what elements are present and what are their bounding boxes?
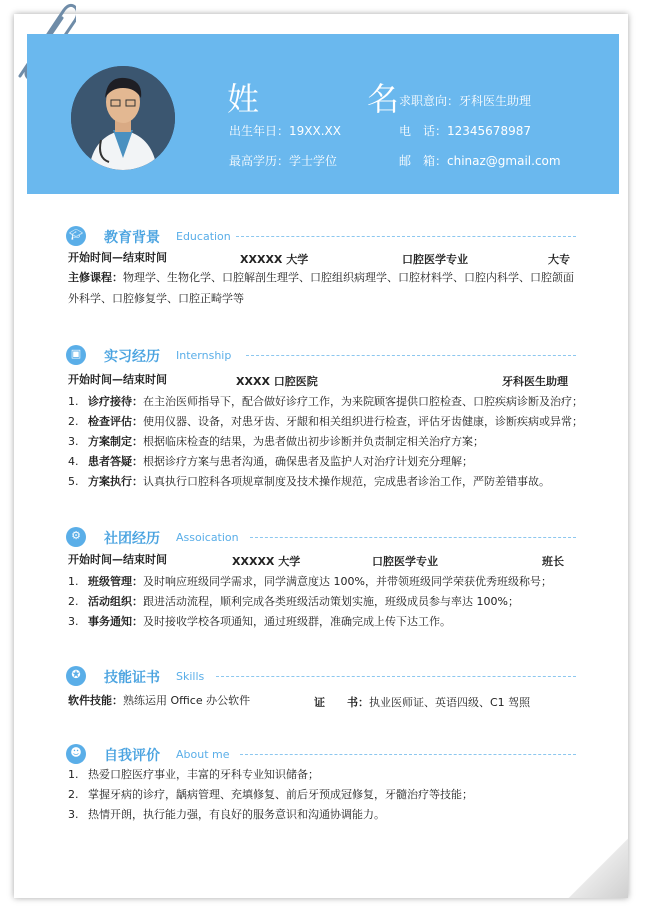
internship-role: 牙科医生助理 [502, 375, 568, 388]
education-time: 开始时间—结束时间 [68, 251, 167, 264]
birth-date: 出生年日：19XX.XX [229, 124, 341, 138]
gear-icon: ⚙ [66, 527, 86, 547]
list-item: 2. 掌握牙病的诊疗，龋病管理、充填修复、前后牙预成冠修复，牙髓治疗等技能； [68, 788, 473, 801]
internship-org: XXXX 口腔医院 [236, 375, 318, 388]
section-subtitle: Skills [176, 670, 205, 683]
email: 邮 箱：chinaz@gmail.com [399, 154, 561, 168]
section-title: 实习经历 [104, 349, 160, 365]
section-subtitle: Assoication [176, 531, 239, 544]
award-icon: ✪ [66, 666, 86, 686]
divider [246, 355, 576, 356]
list-item: 2. 检查评估：使用仪器、设备，对患牙齿、牙龈和相关组织进行检查，评估牙齿健康，诊断疾病或异常； [68, 415, 583, 428]
list-item: 2. 活动组织：跟进活动流程，顺利完成各类班级活动策划实施，班级成员参与率达 100%； [68, 595, 519, 608]
courses-line-2: 外科学、口腔修复学、口腔正畸学等 [68, 292, 244, 305]
software-skill: 软件技能：熟练运用 Office 办公软件 [68, 694, 251, 707]
list-item: 1. 诊疗接待：在主治医师指导下，配合做好诊疗工作，为来院顾客提供口腔检查、口腔疾病诊断及治疗； [68, 395, 583, 408]
list-item: 3. 事务通知：及时接收学校各项通知，通过班级群，准确完成上传下达工作。 [68, 615, 451, 628]
section-internship [0, 345, 645, 369]
courses-label: 主修课程： [68, 271, 123, 284]
section-club [0, 527, 645, 551]
courses-line [68, 271, 574, 285]
candidate-name: 姓 名 [227, 80, 438, 118]
section-self-evaluation [0, 744, 645, 768]
avatar [71, 66, 175, 170]
list-item: 3. 方案制定：根据临床检查的结果，为患者做出初步诊断并负责制定相关治疗方案； [68, 435, 484, 448]
education-level: 大专 [548, 253, 570, 266]
divider [236, 236, 576, 237]
club-school: XXXXX 大学 [232, 555, 301, 568]
club-time: 开始时间—结束时间 [68, 553, 167, 566]
club-role: 班长 [542, 555, 564, 568]
section-title: 技能证书 [104, 670, 160, 686]
graduation-cap-icon: 🎓︎ [66, 226, 86, 246]
section-title: 教育背景 [104, 230, 160, 246]
section-title: 社团经历 [104, 531, 160, 547]
section-subtitle: About me [176, 748, 230, 761]
section-subtitle: Education [176, 230, 231, 243]
briefcase-icon: ▣ [66, 345, 86, 365]
certificates: 证 书：执业医师证、英语四级、C1 驾照 [314, 696, 531, 709]
section-subtitle: Internship [176, 349, 232, 362]
list-item: 1. 热爱口腔医疗事业，丰富的牙科专业知识储备； [68, 768, 319, 781]
job-intent: 求职意向：牙科医生助理 [399, 94, 532, 108]
divider [250, 537, 576, 538]
phone: 电 话：12345678987 [399, 124, 531, 138]
club-major: 口腔医学专业 [372, 555, 438, 568]
list-item: 1. 班级管理：及时响应班级同学需求，同学满意度达 100%，并带领班级同学荣获优秀班级称号； [68, 575, 552, 588]
courses-text: 物理学、生物化学、口腔解剖生理学、口腔组织病理学、口腔材料学、口腔内科学、口腔颌面 [123, 271, 574, 284]
education-major: 口腔医学专业 [402, 253, 468, 266]
page-curl [568, 838, 628, 898]
education-school: XXXXX 大学 [240, 253, 309, 266]
list-item: 4. 患者答疑：根据诊疗方案与患者沟通，确保患者及监护人对治疗计划充分理解； [68, 455, 473, 468]
section-skills [0, 666, 645, 690]
internship-time: 开始时间—结束时间 [68, 373, 167, 386]
highest-degree: 最高学历：学士学位 [229, 154, 338, 168]
divider [240, 754, 576, 755]
list-item: 3. 热情开朗，执行能力强，有良好的服务意识和沟通协调能力。 [68, 808, 385, 821]
user-icon: ☻ [66, 744, 86, 764]
list-item: 5. 方案执行：认真执行口腔科各项规章制度及技术操作规范，完成患者诊治工作，严防差错事故。 [68, 475, 550, 488]
section-education [0, 226, 645, 250]
divider [216, 676, 576, 677]
section-title: 自我评价 [104, 748, 160, 764]
resume-header [27, 34, 619, 194]
